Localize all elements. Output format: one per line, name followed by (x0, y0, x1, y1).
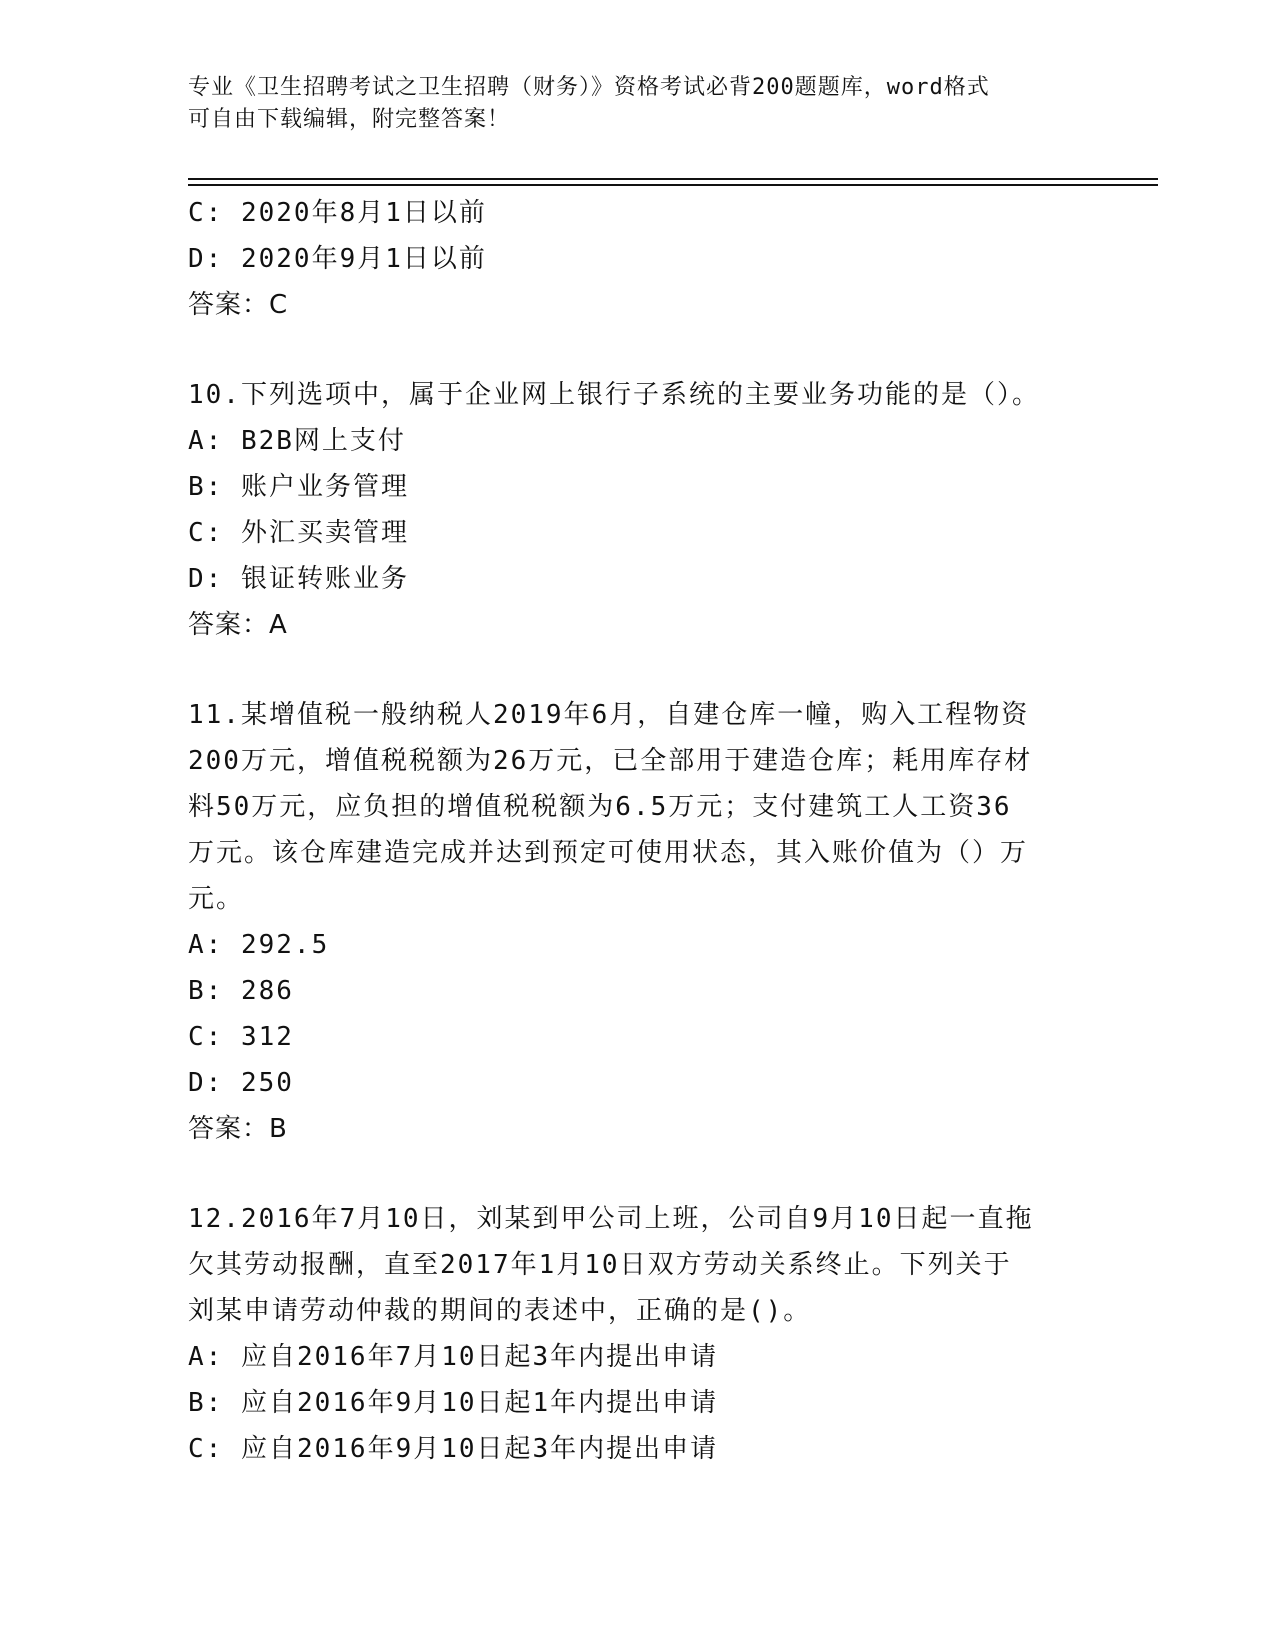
option-d: D: 2020年9月1日以前 (188, 244, 487, 274)
header-divider-bottom (188, 184, 1158, 186)
question-11 (188, 692, 1088, 1152)
question-stem-line: 刘某申请劳动仲裁的期间的表述中，正确的是()。 (188, 1296, 812, 1326)
header-divider-top (188, 178, 1158, 180)
question-stem-line: 料50万元，应负担的增值税税额为6.5万元；支付建筑工人工资36 (188, 792, 1012, 822)
question-stem-line: 200万元，增值税税额为26万元，已全部用于建造仓库；耗用库存材 (188, 746, 1033, 776)
option-a: A: 292.5 (188, 930, 330, 960)
spacer (188, 648, 1088, 692)
option-d: D: 250 (188, 1068, 294, 1098)
option-b: B: 账户业务管理 (188, 472, 409, 502)
question-stem-line: 万元。该仓库建造完成并达到预定可使用状态，其入账价值为（）万 (188, 838, 1029, 868)
question-content (188, 190, 1088, 1472)
question-10 (188, 372, 1088, 648)
header-title-line-2: 可自由下载编辑，附完整答案！ (188, 107, 511, 132)
option-b: B: 286 (188, 976, 294, 1006)
option-c: C: 外汇买卖管理 (188, 518, 409, 548)
answer: 答案：B (188, 1114, 288, 1144)
spacer (188, 1152, 1088, 1196)
option-a: A: B2B网上支付 (188, 426, 406, 456)
answer: 答案：C (188, 290, 289, 320)
question-12 (188, 1196, 1088, 1472)
question-stem: 10.下列选项中，属于企业网上银行子系统的主要业务功能的是（）。 (188, 380, 1040, 410)
question-stem-line: 欠其劳动报酬，直至2017年1月10日双方劳动关系终止。下列关于 (188, 1250, 1012, 1280)
option-a: A: 应自2016年7月10日起3年内提出申请 (188, 1342, 719, 1372)
option-c: C: 2020年8月1日以前 (188, 198, 487, 228)
header-title-line-1: 专业《卫生招聘考试之卫生招聘（财务）》资格考试必背200题题库，word格式 (188, 75, 990, 100)
option-b: B: 应自2016年9月10日起1年内提出申请 (188, 1388, 719, 1418)
question-9 (188, 190, 1088, 328)
question-stem-line: 元。 (188, 884, 245, 914)
option-c: C: 312 (188, 1022, 294, 1052)
answer: 答案：A (188, 610, 288, 640)
option-d: D: 银证转账业务 (188, 564, 409, 594)
question-stem-line: 12.2016年7月10日，刘某到甲公司上班，公司自9月10日起一直拖 (188, 1204, 1034, 1234)
document-header (188, 72, 1068, 136)
question-stem-line: 11.某增值税一般纳税人2019年6月，自建仓库一幢，购入工程物资 (188, 700, 1030, 730)
option-c: C: 应自2016年9月10日起3年内提出申请 (188, 1434, 719, 1464)
spacer (188, 328, 1088, 372)
